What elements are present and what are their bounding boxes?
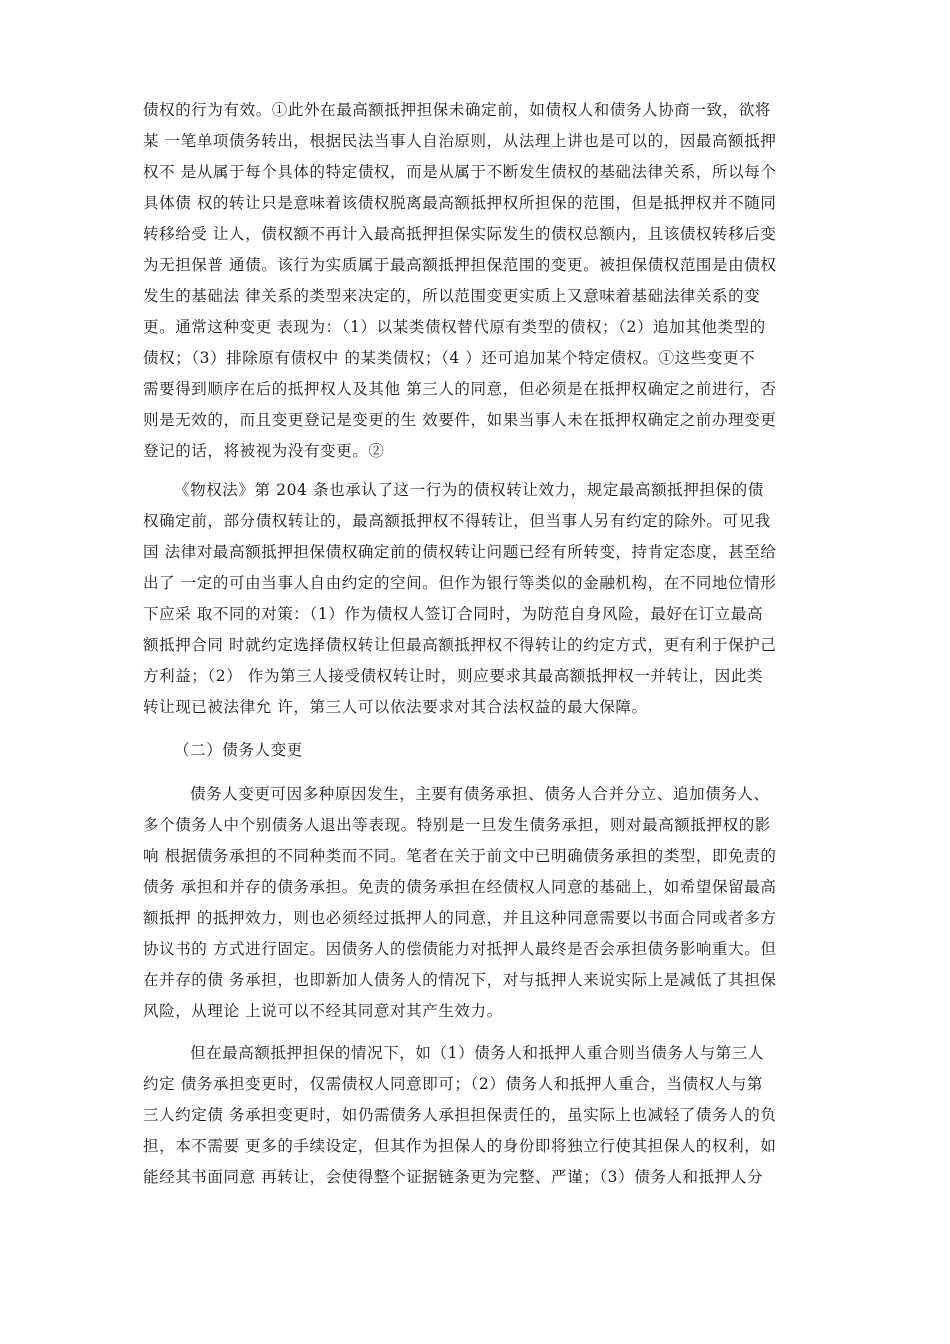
text-line: 转让现已被法律允 许，第三人可以依法要求对其合法权益的最大保障。 [143, 698, 648, 716]
text-line: 具体债 权的转让只是意味着该债权脱离最高额抵押权所担保的范围，但是抵押权并不随同 [143, 194, 777, 212]
text-line: 额抵押合同 时就约定选择债权转让但最高额抵押权不得转让的约定方式，更有利于保护己 [143, 636, 777, 654]
text-line: 三人约定债 务承担变更时，如仍需债务人承担担保责任的，虽实际上也减轻了债务人的负 [143, 1106, 777, 1124]
text-line: 债务人变更可因多种原因发生，主要有债务承担、债务人合并分立、追加债务人、 [190, 785, 770, 803]
text-line: 权确定前，部分债权转让的，最高额抵押权不得转让，但当事人另有约定的除外。可见我 [143, 512, 771, 530]
text-line: 方利益；（2） 作为第三人接受债权转让时，则应要求其最高额抵押权一并转让，因此类 [143, 667, 764, 685]
text-line: 出了 一定的可由当事人自由约定的空间。但作为银行等类似的金融机构，在不同地位情形 [143, 574, 777, 592]
text-line: 约定 债务承担变更时，仅需债权人同意即可；（2）债务人和抵押人重合，当债权人与第 [143, 1075, 764, 1093]
text-line: 更。通常这种变更 表现为：（1）以某类债权替代原有类型的债权；（2）追加其他类型的 [143, 318, 766, 336]
text-line: 响 根据债务承担的不同种类而不同。笔者在关于前文中已明确债务承担的类型，即免责的 [143, 847, 777, 865]
text-line: 则是无效的，而且变更登记是变更的生 效要件，如果当事人未在抵押权确定之前办理变更 [143, 411, 777, 429]
text-line: 但在最高额抵押担保的情况下，如（1）债务人和抵押人重合则当债务人与第三人 [190, 1044, 764, 1062]
text-line: 债务 承担和并存的债务承担。免责的债务承担在经债权人同意的基础上，如希望保留最高 [143, 878, 777, 896]
text-line: 能经其书面同意 再转让，会使得整个证据链条更为完整、严谨；（3）债务人和抵押人分 [143, 1168, 764, 1186]
text-line: 风险，从理论 上说可以不经其同意对其产生效力。 [143, 1002, 503, 1020]
text-line: 担，本不需要 更多的手续设定，但其作为担保人的身份即将独立行使其担保人的权利，如 [143, 1137, 777, 1155]
section-heading: （二）债务人变更 [174, 741, 303, 759]
text-line: 下应采 取不同的对策：（1）作为债权人签订合同时，为防范自身风险，最好在订立最高 [143, 605, 764, 623]
text-line: 多个债务人中个别债务人退出等表现。特别是一旦发生债务承担，则对最高额抵押权的影 [143, 816, 771, 834]
text-line: 为无担保普 通债。该行为实质属于最高额抵押担保范围的变更。被担保债权范围是由债权 [143, 256, 777, 274]
text-line: 国 法律对最高额抵押担保债权确定前的债权转让问题已经有所转变，持肯定态度，甚至给 [143, 543, 777, 561]
text-line: 某 一笔单项债务转出，根据民法当事人自治原则，从法理上讲也是可以的，因最高额抵押 [143, 132, 777, 150]
text-line: 需要得到顺序在后的抵押权人及其他 第三人的同意，但必须是在抵押权确定之前进行，否 [143, 380, 777, 398]
text-line: 在并存的债 务承担，也即新加人债务人的情况下，对与抵押人来说实际上是减低了其担保 [143, 971, 777, 989]
text-line: 《物权法》第 204 条也承认了这一行为的债权转让效力，规定最高额抵押担保的债 [174, 481, 764, 499]
text-line: 额抵押 的抵押效力，则也必须经过抵押人的同意，并且这种同意需要以书面合同或者多方 [143, 909, 777, 927]
text-line: 登记的话，将被视为没有变更。② [143, 442, 385, 460]
text-line: 债权的行为有效。①此外在最高额抵押担保未确定前，如债权人和债务人协商一致，欲将 [143, 101, 771, 119]
text-line: 转移给受 让人，债权额不再计入最高抵押担保实际发生的债权总额内，且该债权转移后变 [143, 225, 777, 243]
text-line: 发生的基础法 律关系的类型来决定的，所以范围变更实质上又意味着基础法律关系的变 [143, 287, 761, 305]
text-line: 协议书的 方式进行固定。因债务人的偿债能力对抵押人最终是否会承担债务影响重大。但 [143, 940, 777, 958]
text-line: 权不 是从属于每个具体的特定债权，而是从属于不断发生债权的基础法律关系，所以每个 [143, 163, 777, 181]
text-line: 债权；（3）排除原有债权中 的某类债权；（4 ）还可追加某个特定债权。①这些变更不 [143, 349, 756, 367]
